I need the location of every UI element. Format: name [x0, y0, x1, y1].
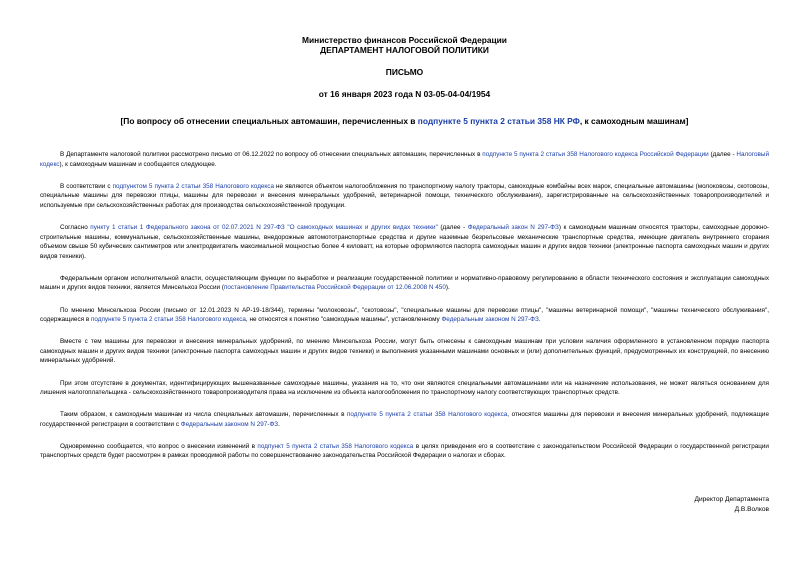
department-name: ДЕПАРТАМЕНТ НАЛОГОВОЙ ПОЛИТИКИ	[320, 45, 489, 55]
paragraph-8	[40, 410, 769, 429]
paragraph-text: (далее -	[437, 223, 468, 231]
document-type: ПИСЬМО	[385, 67, 424, 77]
paragraph-text: В Департаменте налоговой политики рассмотрено письмо от 06.12.2022 по вопросу об отнесении специальных автомашин, перечисленных в	[60, 151, 483, 158]
paragraph-2	[40, 182, 769, 211]
signatory-name: Д.В.Волков	[734, 506, 769, 513]
paragraph-text: Вместе с тем машины для перевозки и внесения минеральных удобрений, по мнению Минсельхоза России, могут быть отнесены к самоходным машинам при условии наличия оформленного в установленном порядке паспорта самоходных машин и других видов техники (электронные паспорта самоходных машин и других видов техники) и выполнения указанными машинами основных и (или) дополнительных функций, предусмотренных их конструкцией, по внесению минеральных удобрений.	[40, 338, 769, 365]
paragraph-text: ).	[445, 284, 450, 292]
paragraph-text: Таким образом, к самоходным машинам из числа специальных автомашин, перечисленных в	[60, 411, 347, 419]
government-decree-link[interactable]: постановление Правительства Российской Федерации от 12.06.2008 N 450	[223, 284, 446, 292]
paragraph-text: Одновременно сообщается, что вопрос о внесении изменений в	[60, 442, 258, 450]
paragraph-text: Согласно	[60, 223, 91, 231]
paragraph-3	[40, 223, 769, 261]
paragraph-text: .	[278, 420, 280, 428]
subject-text-end: , к самоходным машинам]	[579, 116, 689, 126]
federal-law-article-link[interactable]: пункту 1 статьи 1 Федерального закона от 02.07.2021 N 297-ФЗ "О самоходных машинах и других видах техники"	[90, 223, 438, 231]
subject-law-link[interactable]: подпункте 5 пункта 2 статьи 358 НК РФ	[417, 116, 580, 126]
tax-code-article-link[interactable]: подпункте 5 пункта 2 статьи 358 Налогового кодекса	[90, 316, 246, 324]
paragraph-text: ) к самоходным машинам относятся тракторы, самоходные дорожно-строительные машины, коммунальные, сельскохозяйственные машины, внедорожные автомототранспортные средства и другие наземные безрельсовые механические транспортные средства, имеющие двигатель внутреннего сгорания объемом свыше 50 кубических сантиметров или электродвигатель максимальной мощностью более 4 киловатт, на которые оформляются паспорта самоходных машин и других видов техники (электронные паспорта самоходных машин и других видов техники).	[40, 223, 770, 260]
paragraph-text: в целях приведения его в соответствие с законодательством Российской Федерации о государственной регистрации транспортных средств будет рассмотрен в рамках проводимой работы по совершенствованию законодательства Российской Федерации о налогах и сборах.	[40, 442, 769, 460]
tax-code-article-link[interactable]: подпункте 5 пункта 2 статьи 358 Налогового кодекса	[346, 411, 508, 419]
document-date-number: от 16 января 2023 года N 03-05-04-04/1954	[318, 89, 491, 99]
tax-code-link[interactable]: Налоговый кодекс	[40, 151, 770, 168]
paragraph-text: не являются объектом налогообложения по транспортному налогу тракторы, самоходные комбайны всех марок, специальные автомашины (молоковозы, скотовозы, специальные машины для перевозки птицы, машины для перевозки и внесения минеральных удобрений, ветеринарной помощи, технического обслуживания), зарегистрированные на сельскохозяйственных товаропроизводителей и используемые при сельскохозяйственных работах для производства сельскохозяйственной продукции.	[40, 182, 770, 209]
federal-law-link[interactable]: Федеральным законом N 297-ФЗ	[441, 316, 539, 324]
paragraph-text: ), к самоходным машинам и сообщается следующее.	[59, 160, 217, 168]
paragraph-text: По мнению Минсельхоза России (письмо от 12.01.2023 N АР-19-18/344), термины "молоковозы", "скотовозы", "специальные машины для перевозки птицы", "машины ветеринарной помощи", "машины технического обслуживания", содержащиеся в	[40, 306, 769, 324]
tax-code-article-link[interactable]: подпунктом 5 пункта 2 статьи 358 Налогового кодекса	[112, 182, 274, 190]
paragraph-4	[40, 274, 769, 293]
paragraph-text: , относятся машины для перевозки и внесения минеральных удобрений, подлежащие государственной регистрации в соответствии с	[40, 411, 769, 428]
signatory-position: Директор Департамента	[694, 496, 769, 503]
paragraph-text: При этом отсутствие в документах, идентифицирующих вышеназванные самоходные машины, указания на то, что они являются специальными автомашинами или на назначение использования, не может являться основанием для лишения налогоплательщика - сельскохозяйственного товаропроизводителя права на исключение из объекта налогообложения по транспортному налогу соответствующих транспортных средств.	[40, 379, 769, 397]
subject-text-start: [По вопросу об отнесении специальных автомашин, перечисленных в	[120, 116, 418, 126]
paragraph-text: (далее -	[708, 151, 737, 158]
tax-code-article-link[interactable]: подпункт 5 пункта 2 статьи 358 Налогового кодекса	[257, 442, 414, 450]
ministry-name: Министерство финансов Российской Федерации	[302, 35, 507, 45]
paragraph-7	[40, 379, 769, 398]
document-body	[40, 150, 769, 461]
federal-law-link[interactable]: Федеральным законом N 297-ФЗ	[180, 420, 279, 428]
signature-block	[694, 495, 769, 515]
paragraph-text: В соответствии с	[60, 182, 113, 190]
paragraph-text: .	[538, 316, 541, 324]
paragraph-9	[40, 442, 769, 461]
federal-law-link[interactable]: Федеральный закон N 297-ФЗ	[467, 223, 559, 231]
tax-code-article-link[interactable]: подпункте 5 пункта 2 статьи 358 Налогового кодекса Российской Федерации	[482, 151, 709, 158]
paragraph-text: Федеральным органом исполнительной власти, осуществляющим функции по выработке и реализации государственной политики и нормативно-правовому регулированию в области технического состояния и эксплуатации самоходных машин и других видов техники, является Минсельхоз России (	[40, 274, 769, 292]
paragraph-5	[40, 306, 769, 325]
paragraph-text: , не относятся к понятию "самоходные машины", установленному	[245, 316, 442, 324]
paragraph-1	[40, 150, 769, 169]
document-subject	[40, 116, 769, 126]
paragraph-6	[40, 337, 769, 366]
